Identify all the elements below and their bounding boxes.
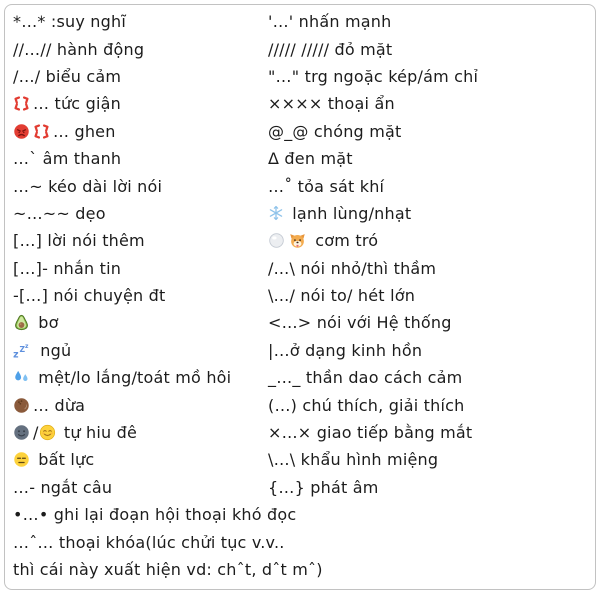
list-item	[268, 474, 588, 501]
row-text: ×…× giao tiếp bằng mắt	[268, 423, 473, 443]
list-item	[13, 528, 588, 555]
list-item	[268, 35, 588, 62]
coconut-icon	[13, 397, 30, 414]
row-text: ngủ	[35, 340, 72, 360]
list-item	[268, 145, 588, 172]
list-item	[268, 118, 588, 145]
row-text: ~…~~ dẹo	[13, 203, 106, 223]
row-text: /	[33, 423, 39, 443]
row-text: … ghen	[53, 121, 116, 141]
legend-column-right	[268, 8, 588, 501]
row-text: _…_ thần dao cách cảm	[268, 368, 463, 388]
anger-icon	[33, 123, 50, 140]
full-moon-face-icon	[39, 424, 56, 441]
row-text: … tức giận	[33, 94, 121, 114]
row-text: "…" trg ngoặc kép/ám chỉ	[268, 66, 479, 86]
row-text: […]- nhắn tin	[13, 258, 122, 278]
row-text: cơm tró	[310, 231, 379, 251]
svg-text:z: z	[25, 342, 29, 350]
row-text: lạnh lùng/nhạt	[287, 203, 412, 223]
list-item	[268, 255, 588, 282]
row-text: *…* :suy nghĩ	[13, 12, 126, 32]
list-item	[268, 63, 588, 90]
zzz-icon	[13, 342, 32, 359]
list-item	[13, 501, 588, 528]
list-item	[268, 419, 588, 446]
new-moon-face-icon	[13, 424, 30, 441]
row-text: ///// ///// đỏ mặt	[268, 39, 393, 59]
list-item	[268, 90, 588, 117]
row-text: |…ở dạng kinh hồn	[268, 340, 423, 360]
row-text: '…' nhấn mạnh	[268, 12, 392, 32]
row-text: -[…] nói chuyện đt	[13, 286, 166, 306]
row-text: … dừa	[33, 395, 86, 415]
row-text: \.../ nói to/ hét lớn	[268, 286, 416, 306]
list-item	[268, 282, 588, 309]
row-text: (…) chú thích, giải thích	[268, 395, 465, 415]
row-text: mệt/lo lắng/toát mồ hôi	[33, 368, 232, 388]
row-text: …` âm thanh	[13, 149, 122, 169]
row-text: tự hiu đê	[58, 423, 137, 443]
anger-icon	[13, 95, 30, 112]
svg-text:Z: Z	[19, 345, 26, 355]
list-item	[268, 172, 588, 199]
snowflake-icon	[268, 205, 284, 221]
avocado-icon	[13, 314, 30, 331]
list-item	[268, 364, 588, 391]
row-text: /...\ nói nhỏ/thì thầm	[268, 258, 437, 278]
list-item	[268, 227, 588, 254]
row-text: {…} phát âm	[268, 477, 379, 497]
row-text: Δ đen mặt	[268, 149, 353, 169]
row-text: …˚ tỏa sát khí	[268, 176, 385, 196]
row-text: •…• ghi lại đoạn hội thoại khó đọc	[13, 505, 297, 525]
list-item	[268, 337, 588, 364]
row-text: ×××× thoại ẩn	[268, 94, 395, 114]
list-item	[268, 391, 588, 418]
white-ball-icon	[268, 232, 285, 249]
row-text: …~ kéo dài lời nói	[13, 176, 163, 196]
row-text: <…> nói với Hệ thống	[268, 313, 452, 333]
list-item	[268, 200, 588, 227]
expressionless-face-icon	[13, 451, 30, 468]
row-text: //…// hành động	[13, 39, 145, 59]
list-item	[268, 446, 588, 473]
row-text: bất lực	[33, 450, 95, 470]
row-text: @_@ chóng mặt	[268, 121, 402, 141]
list-item	[268, 8, 588, 35]
svg-text:z: z	[13, 349, 19, 359]
angry-face-icon	[13, 123, 30, 140]
row-text: \…\ khẩu hình miệng	[268, 450, 439, 470]
sweat-drops-icon	[13, 370, 30, 385]
list-item	[268, 309, 588, 336]
dog-face-icon	[288, 232, 307, 249]
row-text: …ˆ… thoại khóa(lúc chửi tục v.v..	[13, 532, 285, 552]
row-text: […] lời nói thêm	[13, 231, 145, 251]
row-text: /…/ biểu cảm	[13, 66, 122, 86]
row-text: thì cái này xuất hiện vd: chˆt, dˆt mˆ)	[13, 560, 323, 579]
row-text: …- ngắt câu	[13, 477, 113, 497]
list-item	[13, 556, 588, 583]
row-text: bơ	[33, 313, 59, 333]
